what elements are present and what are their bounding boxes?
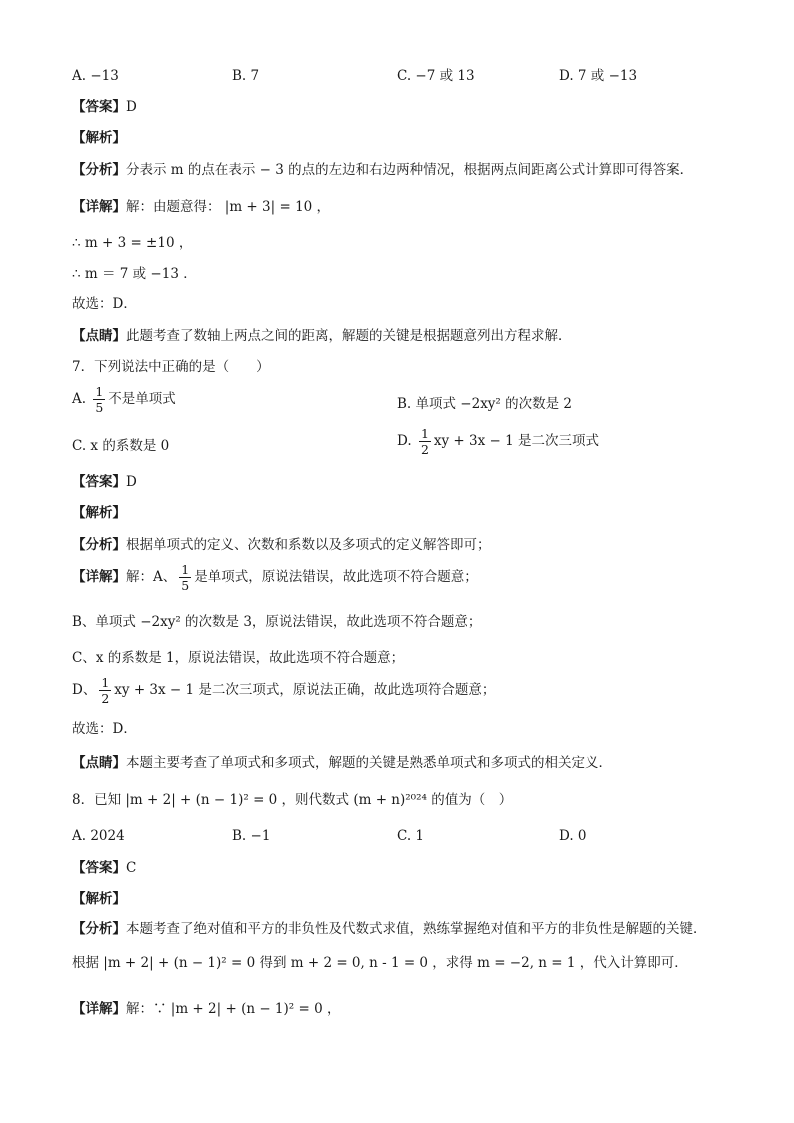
detail-text: 解：∵ |m + 2| + (n − 1)² = 0 ， [126,1001,341,1017]
q7-line-c: C、x 的系数是 1，原说法错误，故此选项不符合题意； [72,650,405,666]
option-label: A. [72,391,87,407]
remark-text: 本题主要考查了单项式和多项式，解题的关键是熟悉单项式和多项式的相关定义． [126,755,612,771]
q8-option-a: A. 2024 [72,828,125,844]
q7-remark [72,753,612,773]
q6-detail [72,197,330,217]
fraction-denominator: 2 [420,442,429,457]
q8-option-b: B. −1 [232,828,271,844]
q6-option-d: D. 7 或 −13 [559,68,638,84]
analysis-tag: 【分析】 [72,921,126,937]
detail-tag: 【详解】 [72,569,126,585]
q7-option-b: B. 单项式 −2xy² 的次数是 2 [397,396,573,412]
q7-option-d [397,426,599,457]
fraction-numerator: 1 [101,675,110,690]
detail-tag: 【详解】 [72,199,126,215]
q8-option-d: D. 0 [559,828,587,844]
fraction-numerator: 1 [181,562,190,577]
fraction-numerator: 1 [95,384,104,399]
fraction [179,562,191,593]
fraction-numerator: 1 [420,426,429,441]
remark-text: 此题考查了数轴上两点之间的距离，解题的关键是根据题意列出方程求解． [126,328,572,344]
analysis-tag: 【分析】 [72,162,126,178]
q6-choice: 故选：D． [72,296,137,312]
analysis-text: 分表示 m 的点在表示 − 3 的点的左边和右边两种情况，根据两点间距离公式计算即可得答案． [126,162,694,178]
answer-value: D [126,474,137,490]
answer-value: D [126,99,137,115]
q7-answer [72,472,137,492]
detail-tag: 【详解】 [72,1001,126,1017]
detail-text-rest: 是单项式，原说法错误，故此选项不符合题意； [194,569,478,585]
analysis-tag: 【分析】 [72,537,126,553]
q8-stem: 8．已知 |m + 2| + (n − 1)² = 0 ，则代数式 (m + n)²⁰²⁴ 的值为（ ） [72,792,513,808]
analysis-text: 本题考查了绝对值和平方的非负性及代数式求值，熟练掌握绝对值和平方的非负性是解题的关键．根据 |m + 2| + (n − 1)² = 0 得到 m + 2 = 0, n - 1 = 0 ，求得 m = −2, n = 1 ，代入计算即可． [72,921,707,971]
answer-tag: 【答案】 [72,474,126,490]
q7-analysis [72,535,491,555]
q8-answer [72,858,136,878]
q7-detail [72,562,478,593]
q8-detail [72,999,340,1019]
q7-line-d [72,675,495,706]
line-text: xy + 3x − 1 是二次三项式，原说法正确，故此选项符合题意； [114,682,496,698]
answer-value: C [126,860,137,876]
q7-choice: 故选：D． [72,721,137,737]
fraction-denominator: 5 [181,578,190,593]
fraction-denominator: 2 [101,691,110,706]
q6-option-b: B. 7 [232,68,260,84]
remark-tag: 【点睛】 [72,328,126,344]
fraction [93,384,105,415]
option-label: D. [397,433,412,449]
q6-step-3: ∴ m ＝ 7 或 −13 ． [72,266,197,282]
q7-option-c: C. x 的系数是 0 [72,438,170,454]
line-label: D、 [72,682,97,698]
detail-text: 解：由题意得： |m + 3| = 10 ， [126,199,331,215]
q6-answer [72,97,137,117]
q8-jiexi-heading: 【解析】 [72,891,126,907]
fraction [99,675,111,706]
option-text: xy + 3x − 1 是二次三项式 [433,433,600,449]
q6-remark [72,326,572,346]
fraction [419,426,431,457]
q7-line-b: B、单项式 −2xy² 的次数是 3，原说法错误，故此选项不符合题意； [72,614,482,630]
remark-tag: 【点睛】 [72,755,126,771]
q7-option-a [72,384,176,415]
q6-option-c: C. −7 或 13 [397,68,475,84]
fraction-denominator: 5 [95,400,104,415]
option-text: 不是单项式 [108,391,176,407]
q8-analysis [72,912,712,980]
answer-tag: 【答案】 [72,99,126,115]
detail-text: 解：A、 [126,569,177,585]
q7-stem: 7．下列说法中正确的是（ ） [72,359,270,375]
q6-step-2: ∴ m + 3 = ±10 ， [72,235,193,251]
q6-analysis [72,160,693,180]
analysis-text: 根据单项式的定义、次数和系数以及多项式的定义解答即可； [126,537,491,553]
q6-option-a: A. −13 [72,68,119,84]
q6-jiexi-heading: 【解析】 [72,130,126,146]
answer-tag: 【答案】 [72,860,126,876]
q7-jiexi-heading: 【解析】 [72,505,126,521]
q8-option-c: C. 1 [397,828,425,844]
